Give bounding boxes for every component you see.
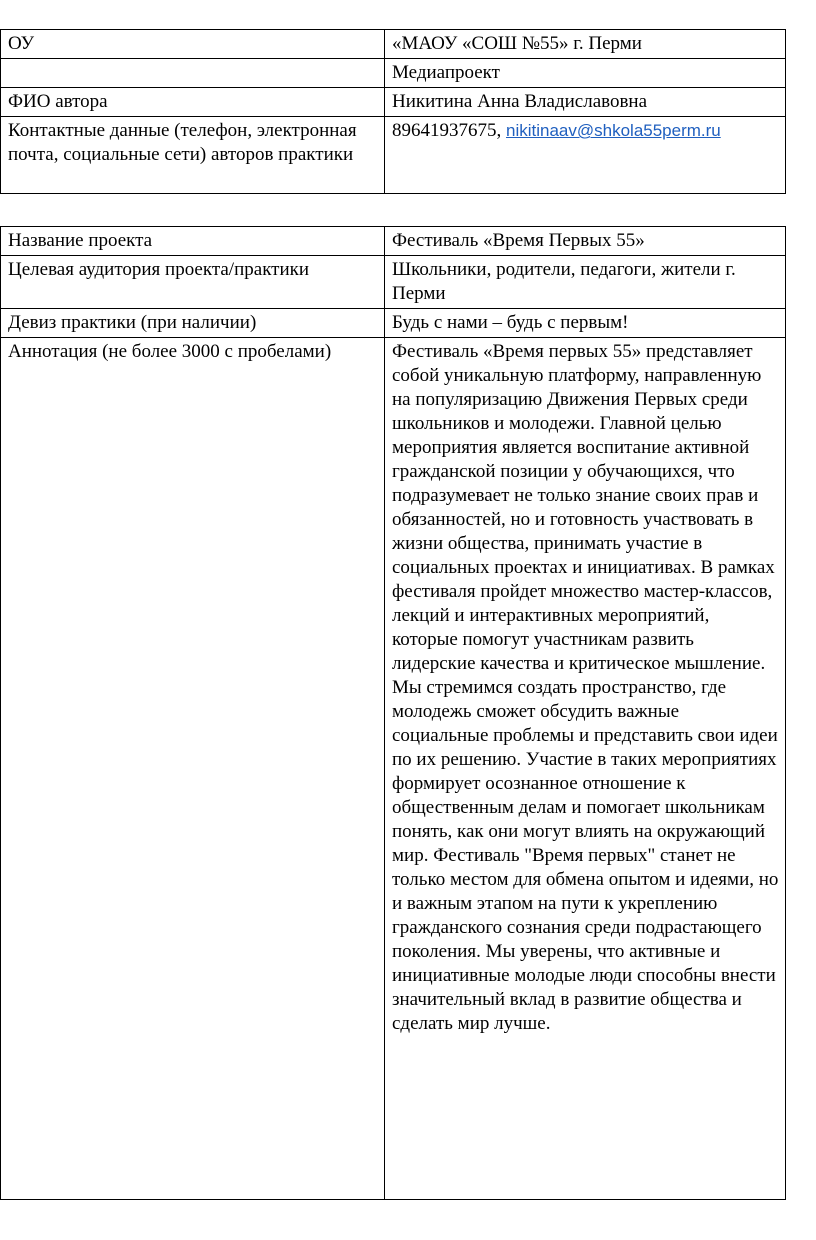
table-row [1, 338, 786, 1200]
table-row [1, 117, 786, 194]
table-row [1, 227, 786, 256]
annotation-value: Фестиваль «Время первых 55» представляет собой уникальную платформу, направленную на популяризацию Движения Первых среди школьников и молодежи. Главной целью мероприятия является воспитание активной гражданской позиции у обучающихся, что подразумевает не только знание своих прав и обязанностей, но и готовность участвовать в жизни общества, принимать участие в социальных проектах и инициативах. В рамках фестиваля пройдет множество мастер-классов, лекций и интерактивных мероприятий, которые помогут участникам развить лидерские качества и критическое мышление. Мы стремимся создать пространство, где молодежь сможет обсудить важные социальные проблемы и представить свои идеи по их решению. Участие в таких мероприятиях формирует осознанное отношение к общественным делам и помогает школьникам понять, как они могут влиять на окружающий мир. Фестиваль "Время первых" станет не только местом для обмена опытом и идеями, но и важным этапом на пути к укреплению гражданского сознания среди подрастающего поколения. Мы уверены, что активные и инициативные молодые люди способны внести значительный вклад в развитие общества и сделать мир лучше. [385, 338, 786, 1200]
table-row [1, 309, 786, 338]
table-row [1, 88, 786, 117]
project-type-value: Медиапроект [385, 59, 786, 88]
ou-label: ОУ [1, 30, 385, 59]
project-table [0, 226, 786, 1200]
annotation-label: Аннотация (не более 3000 с пробелами) [1, 338, 385, 1200]
audience-label: Целевая аудитория проекта/практики [1, 256, 385, 309]
table-row [1, 256, 786, 309]
contacts-label: Контактные данные (телефон, электронная почта, социальные сети) авторов практики [1, 117, 385, 194]
project-name-value: Фестиваль «Время Первых 55» [385, 227, 786, 256]
contacts-value [385, 117, 786, 194]
author-value: Никитина Анна Владиславовна [385, 88, 786, 117]
ou-value: «МАОУ «СОШ №55» г. Перми [385, 30, 786, 59]
motto-value: Будь с нами – будь с первым! [385, 309, 786, 338]
info-table [0, 29, 786, 194]
table-row [1, 59, 786, 88]
empty-cell [1, 59, 385, 88]
email-link[interactable]: nikitinaav@shkola55perm.ru [506, 121, 721, 140]
audience-value: Школьники, родители, педагоги, жители г. Перми [385, 256, 786, 309]
table-row [1, 30, 786, 59]
motto-label: Девиз практики (при наличии) [1, 309, 385, 338]
project-name-label: Название проекта [1, 227, 385, 256]
author-label: ФИО автора [1, 88, 385, 117]
contacts-phone: 89641937675, [392, 120, 506, 141]
